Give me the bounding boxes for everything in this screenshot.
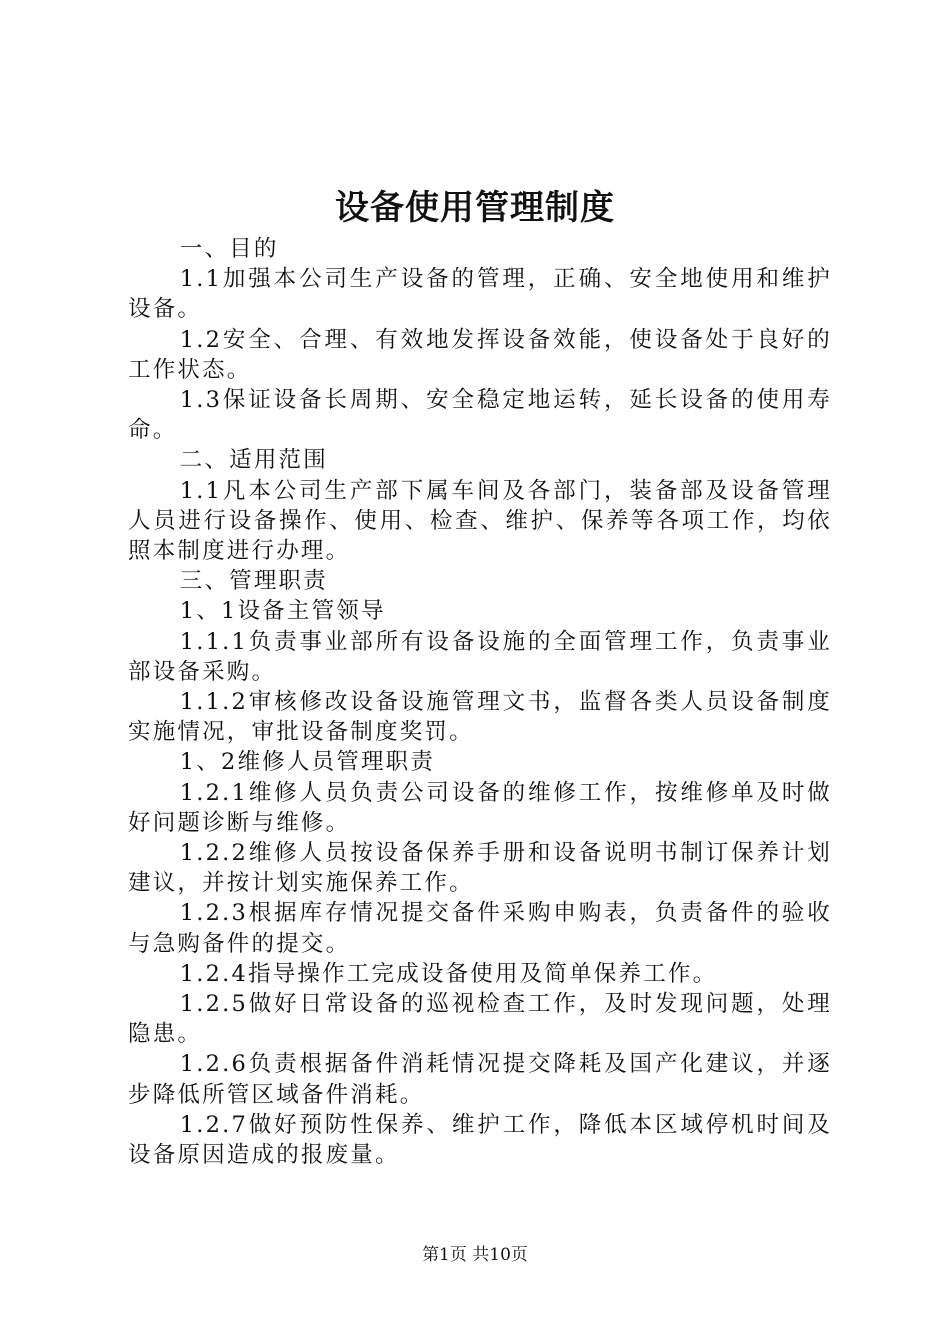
paragraph: 1.2.5做好日常设备的巡视检查工作，及时发现问题，处理隐患。	[128, 991, 832, 1048]
paragraph: 1.1加强本公司生产设备的管理，正确、安全地使用和维护设备。	[128, 266, 832, 323]
paragraph: 1.1凡本公司生产部下属车间及各部门，装备部及设备管理人员进行设备操作、使用、检查、维护、保养等各项工作，均依照本制度进行办理。	[128, 477, 832, 565]
section-heading-purpose: 一、目的	[179, 236, 279, 262]
paragraph: 1.1.2审核修改设备设施管理文书，监督各类人员设备制度实施情况，审批设备制度奖罚。	[128, 689, 832, 746]
paragraph: 1.2.2维修人员按设备保养手册和设备说明书制订保养计划建议，并按计划实施保养工作。	[128, 840, 832, 897]
paragraph: 1.2.3根据库存情况提交备件采购申购表，负责备件的验收与急购备件的提交。	[128, 900, 832, 957]
paragraph: 1.3保证设备长周期、安全稳定地运转，延长设备的使用寿命。	[128, 387, 832, 444]
paragraph: 1.1.1负责事业部所有设备设施的全面管理工作，负责事业部设备采购。	[128, 628, 832, 685]
section-heading-scope: 二、适用范围	[179, 447, 328, 474]
paragraph: 1.2.1维修人员负责公司设备的维修工作，按维修单及时做好问题诊断与维修。	[128, 779, 832, 836]
document-body	[128, 234, 832, 1170]
subsection-heading: 1、2维修人员管理职责	[179, 749, 436, 776]
page-footer: 第1页 共10页	[422, 1245, 528, 1265]
section-heading-responsibilities: 三、管理职责	[179, 568, 328, 595]
paragraph: 1.2安全、合理、有效地发挥设备效能，使设备处于良好的工作状态。	[128, 326, 832, 383]
paragraph: 1.2.7做好预防性保养、维护工作，降低本区域停机时间及设备原因造成的报废量。	[128, 1111, 832, 1169]
subsection-heading: 1、1设备主管领导	[179, 598, 386, 625]
document-title: 设备使用管理制度	[335, 188, 615, 228]
paragraph: 1.2.6负责根据备件消耗情况提交降耗及国产化建议，并逐步降低所管区域备件消耗。	[128, 1051, 832, 1108]
paragraph: 1.2.4指导操作工完成设备使用及简单保养工作。	[179, 960, 718, 987]
